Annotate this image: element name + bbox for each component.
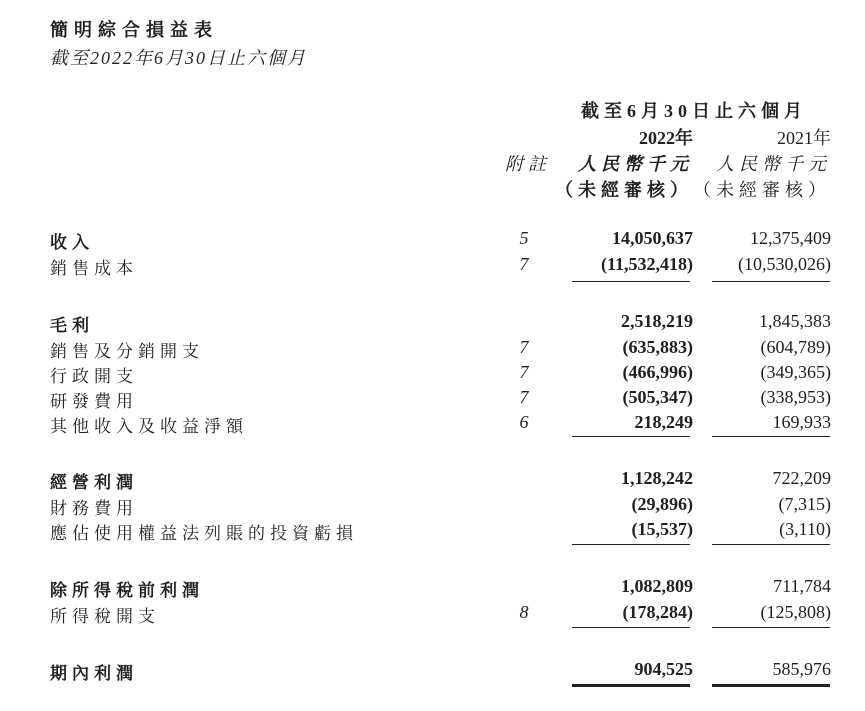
row-note: 5 (519, 228, 529, 248)
value-2021: (604,789) (760, 337, 831, 357)
row-note: 8 (519, 602, 529, 622)
row-label: 毛利 (50, 316, 94, 336)
value-2022: (635,883) (622, 337, 693, 357)
value-2022: (505,347) (622, 387, 693, 407)
value-2022: (29,896) (631, 494, 693, 514)
value-2022: 218,249 (634, 412, 693, 432)
value-2021: 722,209 (772, 468, 831, 488)
value-2022: 2,518,219 (621, 311, 693, 331)
value-2021: (125,808) (760, 602, 831, 622)
table-row (0, 311, 865, 337)
subtotal-rule (572, 627, 690, 628)
value-2021: 585,976 (772, 659, 831, 679)
subtotal-rule (712, 627, 830, 628)
row-label: 銷售成本 (50, 259, 138, 279)
row-label: 除所得稅前利潤 (50, 581, 204, 601)
subtotal-rule (712, 281, 830, 282)
currency-2021-header: 人民幣千元 (716, 154, 831, 174)
row-label: 其他收入及收益淨額 (50, 417, 248, 437)
total-double-rule (712, 684, 830, 687)
row-note: 7 (519, 337, 529, 357)
audit-2021-header: （未經審核） (693, 180, 831, 200)
year-2021-header: 2021年 (777, 128, 831, 148)
value-2021: (10,530,026) (738, 254, 831, 274)
table-row (0, 337, 865, 363)
row-note: 7 (519, 387, 529, 407)
row-label: 銷售及分銷開支 (50, 342, 204, 362)
table-row (0, 494, 865, 520)
subtotal-rule (572, 544, 690, 545)
row-label: 所得稅開支 (50, 607, 160, 627)
value-2022: 904,525 (634, 659, 693, 679)
row-label: 研發費用 (50, 392, 138, 412)
row-label: 應佔使用權益法列賬的投資虧損 (50, 524, 358, 544)
value-2021: 169,933 (772, 412, 831, 432)
value-2021: (3,110) (779, 519, 831, 539)
value-2021: 711,784 (773, 576, 831, 596)
notes-header: 附註 (505, 154, 551, 174)
value-2022: (466,996) (622, 362, 693, 382)
table-row (0, 519, 865, 545)
value-2022: (15,537) (631, 519, 693, 539)
value-2022: 14,050,637 (612, 228, 693, 248)
total-double-rule (572, 684, 690, 687)
subtotal-rule (712, 544, 830, 545)
statement-title: 簡明綜合損益表 (50, 20, 218, 41)
subtotal-rule (572, 436, 690, 437)
row-label: 財務費用 (50, 499, 138, 519)
table-row (0, 362, 865, 388)
row-note: 7 (519, 362, 529, 382)
value-2021: (338,953) (760, 387, 831, 407)
row-label: 經營利潤 (50, 473, 138, 493)
value-2022: 1,128,242 (621, 468, 693, 488)
table-row (0, 576, 865, 602)
table-row (0, 659, 865, 685)
audit-2022-header: （未經審核） (555, 180, 693, 200)
table-row (0, 228, 865, 254)
value-2022: 1,082,809 (621, 576, 693, 596)
value-2022: (11,532,418) (601, 254, 693, 274)
value-2022: (178,284) (622, 602, 693, 622)
currency-2022-header: 人民幣千元 (578, 154, 693, 174)
table-row (0, 412, 865, 438)
row-note: 6 (519, 412, 529, 432)
subtotal-rule (712, 436, 830, 437)
table-row (0, 602, 865, 628)
statement-subtitle: 截至2022年6月30日止六個月 (50, 48, 307, 68)
table-row (0, 254, 865, 280)
row-label: 收入 (50, 233, 94, 253)
subtotal-rule (572, 281, 690, 282)
row-label: 行政開支 (50, 367, 138, 387)
period-header: 截至6月30日止六個月 (581, 101, 807, 121)
value-2021: 12,375,409 (750, 228, 831, 248)
year-2022-header: 2022年 (639, 128, 693, 148)
value-2021: (7,315) (778, 494, 831, 514)
table-row (0, 468, 865, 494)
value-2021: (349,365) (760, 362, 831, 382)
value-2021: 1,845,383 (759, 311, 831, 331)
row-note: 7 (519, 254, 529, 274)
row-label: 期內利潤 (50, 664, 138, 684)
table-row (0, 387, 865, 413)
